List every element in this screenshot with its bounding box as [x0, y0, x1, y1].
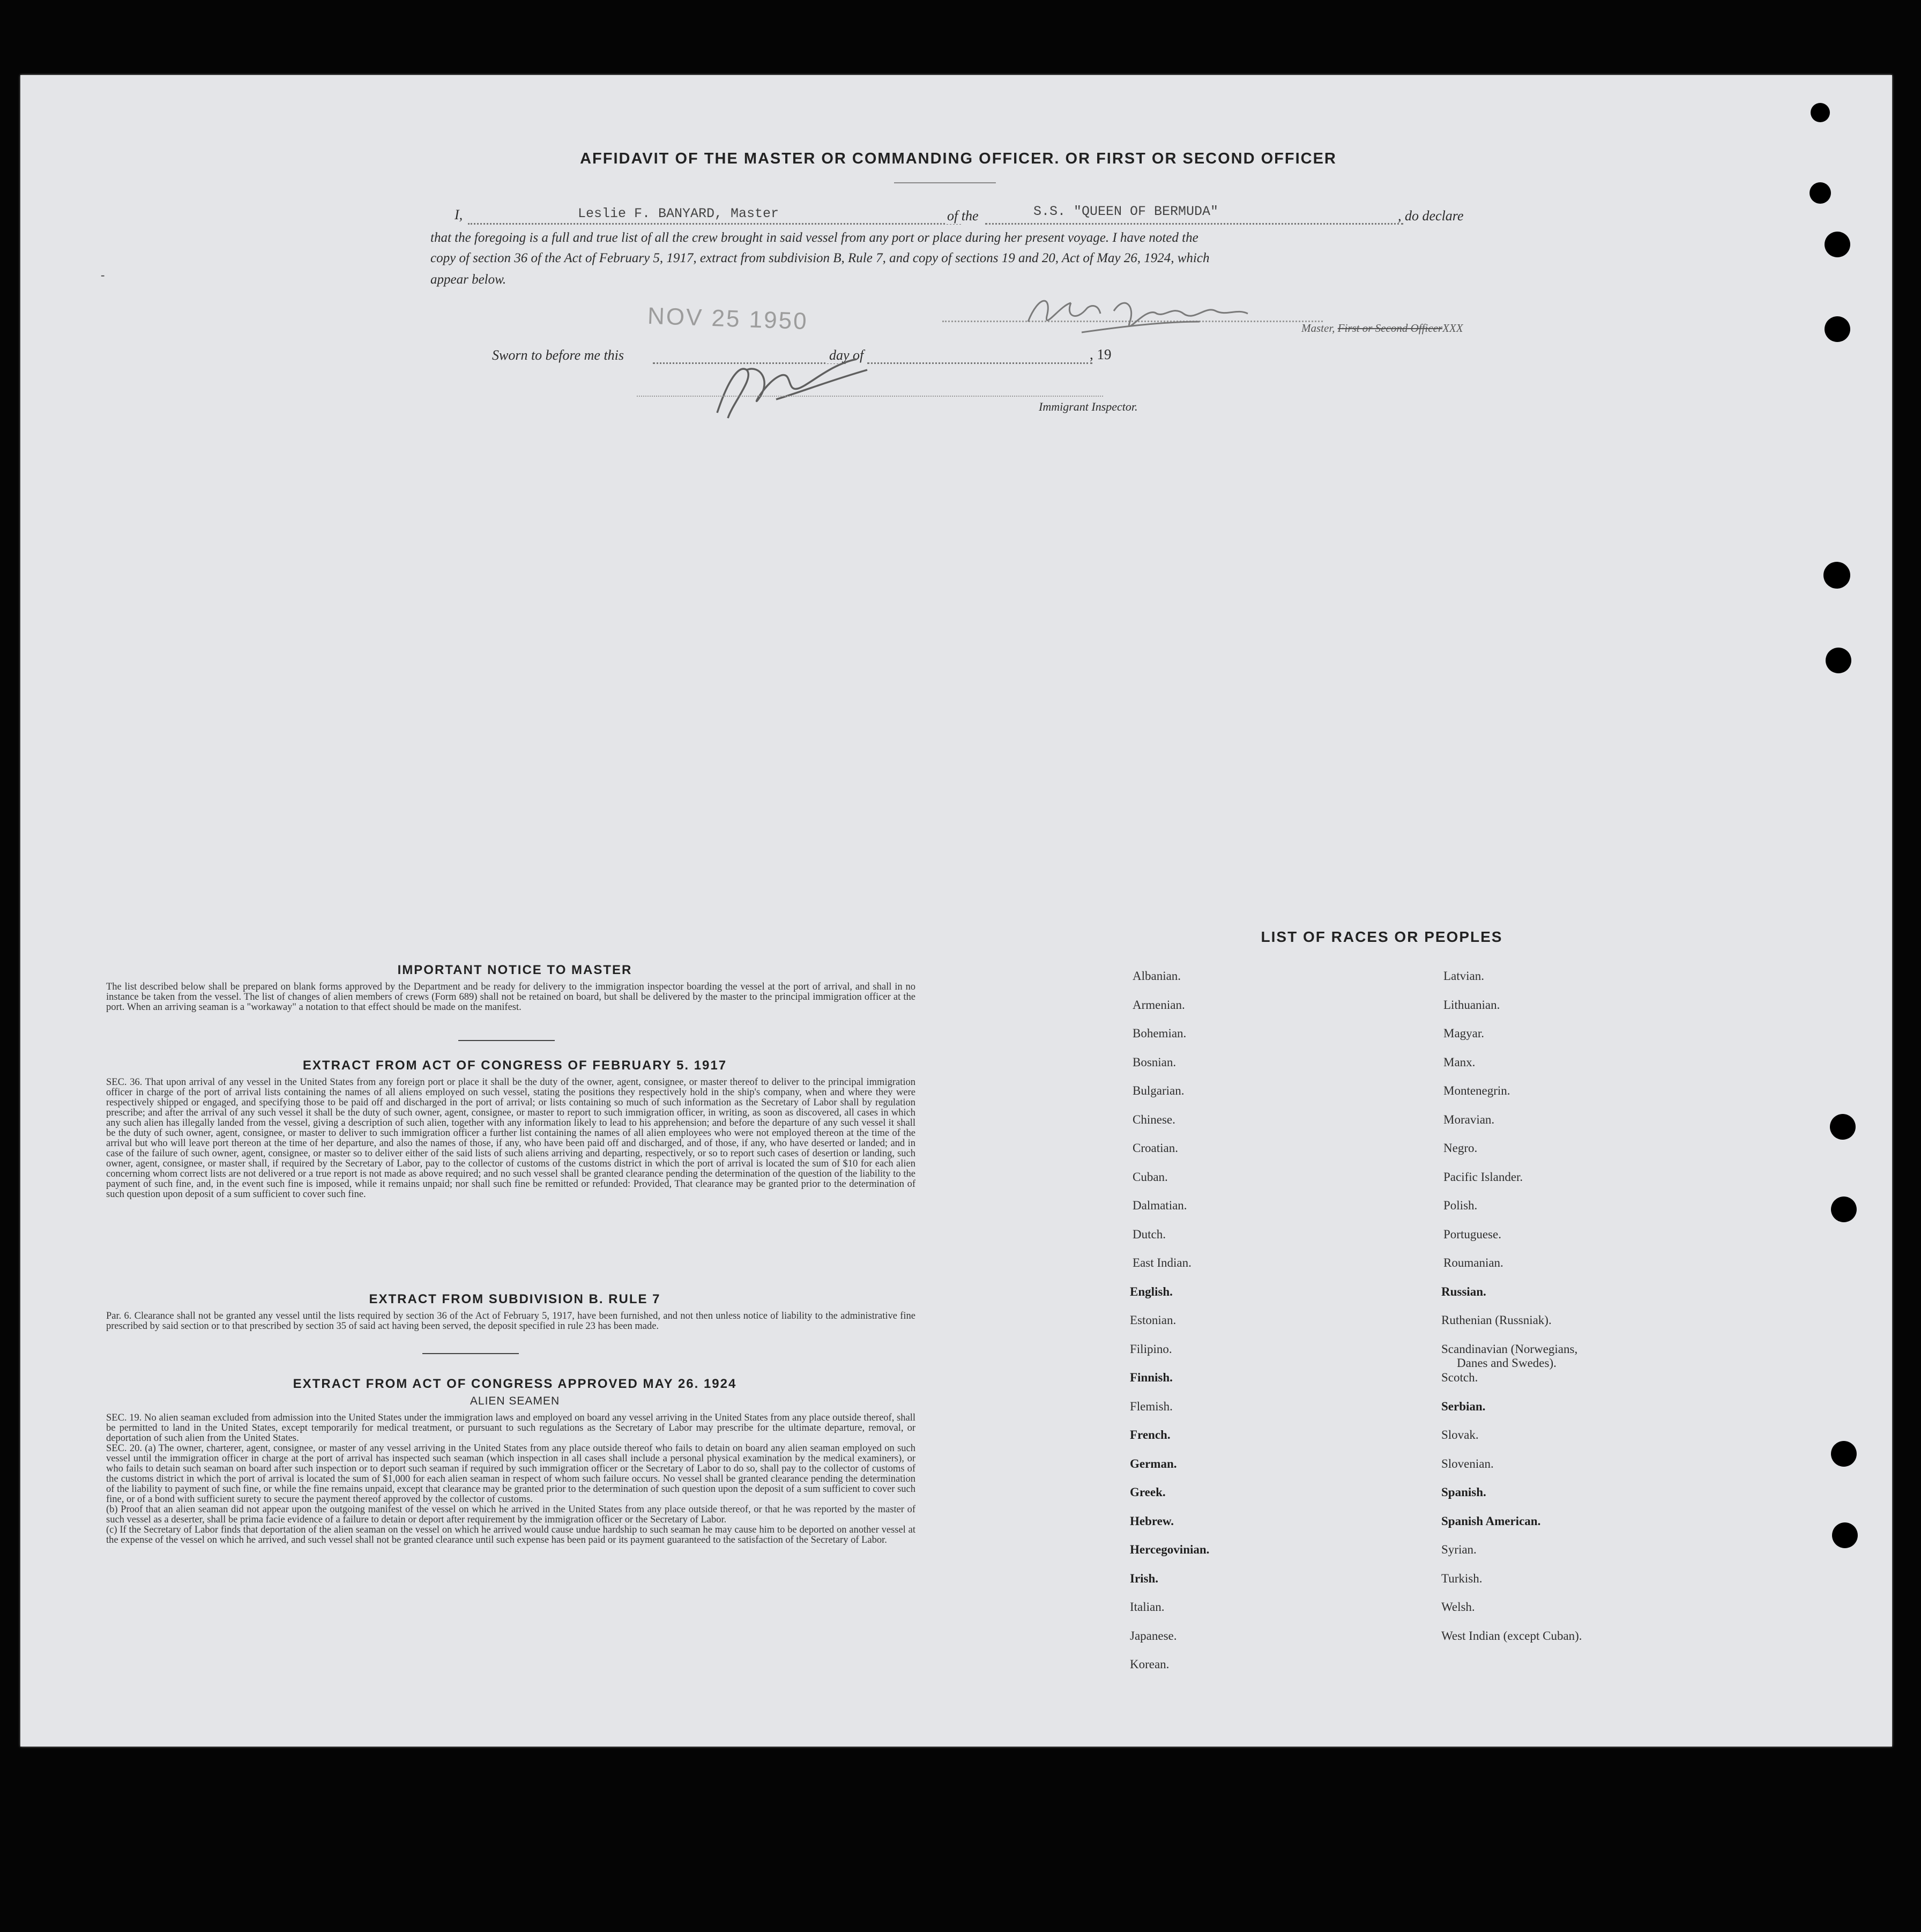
race-item: Bosnian. — [1133, 1055, 1177, 1069]
race-item: Polish. — [1443, 1199, 1478, 1212]
race-item: Russian. — [1441, 1284, 1486, 1298]
race-item: Filipino. — [1130, 1342, 1172, 1356]
inspector-signature — [696, 348, 894, 429]
title-underline — [894, 182, 996, 183]
binder-hole — [1825, 232, 1850, 257]
race-item: Danes and Swedes). — [1457, 1356, 1557, 1370]
of-the-label: of the — [945, 208, 981, 224]
race-item: Syrian. — [1441, 1543, 1477, 1556]
race-item: Slovak. — [1441, 1428, 1479, 1441]
year-label: , 19 — [1090, 346, 1112, 362]
extract-1917-title: EXTRACT FROM ACT OF CONGRESS OF FEBRUARY 5. 1917 — [302, 1058, 727, 1073]
race-item: Magyar. — [1443, 1027, 1485, 1040]
race-item: Bulgarian. — [1133, 1084, 1185, 1097]
sworn-label: Sworn to before me this — [492, 347, 624, 363]
extract-1924-sec19 — [106, 1413, 915, 1545]
race-item: Flemish. — [1130, 1399, 1173, 1413]
race-item: Japanese. — [1130, 1629, 1177, 1643]
rule7-title: EXTRACT FROM SUBDIVISION B. RULE 7 — [369, 1292, 661, 1306]
race-item: Portuguese. — [1443, 1227, 1501, 1241]
race-item: Serbian. — [1441, 1399, 1486, 1413]
extract-1917-text: SEC. 36. That upon arrival of any vessel in the United States from any foreign port or place it shall be the duty of the owner, agent, consignee, or master thereof to deliver to the principal immigration officer in charge of the port of arrival lists containing the names of all aliens employed on such vessel, stating the positions they respectively hold in the ship's company, when and where they were respectively shipped or engaged, and specifying those to be paid off and discharged in the port of arrival; or lists containing so much of such information as the Secretary of Labor shall by regulation prescribe; and after the arrival of any such vessel it shall be the duty of such owner, agent, consignee, or master to report to such immigration officer, in writing, as soon as discovered, all cases in which any such alien has illegally landed from the vessel, giving a description of such alien, together with any information likely to lead to his apprehension; and before the departure of any such vessel it shall be the duty of such owner, agent, consignee, or master to deliver to such immigration officer a further list containing the names of all alien employees who were not employed thereon at the time of the arrival but who will leave port thereon at the time of her departure, and also the names of those, if any, who have been paid off and discharged, and of those, if any, who have deserted or landed; and in case of the failure of such owner, agent, consignee, or master so to deliver either of the said lists of such aliens arriving and departing, respectively, or so to report such cases of desertion or landing, such owner, agent, consignee, or master shall, if required by the Secretary of Labor, pay to the collector of customs of the customs district in which the port of arrival is located the sum of $10 for each alien concerning whom correct lists are not delivered or a true report is not made as above required; and no such vessel shall be granted clearance pending the determination of the question of the liability to the payment of such fine, and, in the event such fine is imposed, while it remains unpaid; nor shall such fine be remitted or refunded: Provided, That clearance may be granted prior to the determination of such question upon deposit of a sum sufficient to cover such fine. — [106, 1077, 915, 1200]
race-item: Italian. — [1130, 1600, 1165, 1614]
binder-hole — [1811, 103, 1830, 122]
race-item: Bohemian. — [1133, 1027, 1187, 1040]
affidavit-title: AFFIDAVIT OF THE MASTER OR COMMANDING OFFICER. OR FIRST OR SECOND OFFICER — [580, 150, 1337, 167]
binder-hole — [1831, 1197, 1857, 1222]
race-item: Spanish. — [1441, 1485, 1486, 1499]
margin-mark: - — [101, 268, 105, 281]
affidavit-paragraph-line1: that the foregoing is a full and true list of all the crew brought in said vessel from any port or place during her present voyage. I have noted the — [430, 231, 1198, 245]
race-item: Welsh. — [1441, 1600, 1475, 1614]
inspector-caption: Immigrant Inspector. — [1039, 400, 1138, 413]
binder-hole — [1832, 1522, 1858, 1548]
race-item: Montenegrin. — [1443, 1084, 1510, 1097]
race-item: Estonian. — [1130, 1313, 1177, 1327]
binder-hole — [1823, 562, 1850, 589]
do-declare-label: , do declare — [1398, 208, 1464, 224]
race-item: Armenian. — [1133, 998, 1185, 1012]
date-stamp: NOV 25 1950 — [647, 302, 809, 335]
race-item: Korean. — [1130, 1658, 1170, 1671]
day-of-label: day of — [827, 347, 866, 363]
race-item: Hebrew. — [1130, 1514, 1174, 1528]
sworn-month-line — [867, 348, 1092, 364]
affidavit-paragraph-line3: appear below. — [430, 272, 507, 287]
affidavit-i-label: I, — [455, 207, 463, 222]
race-item: German. — [1130, 1457, 1177, 1470]
race-item: Hercegovinian. — [1130, 1543, 1210, 1556]
races-title: LIST OF RACES OR PEOPLES — [1261, 928, 1503, 945]
race-item: Scotch. — [1441, 1371, 1478, 1384]
race-item: Croatian. — [1133, 1141, 1178, 1155]
race-item: Negro. — [1443, 1141, 1478, 1155]
master-name-value: Leslie F. BANYARD, Master — [578, 206, 779, 221]
inspector-signature-line — [637, 396, 1103, 397]
race-item: English. — [1130, 1284, 1173, 1298]
race-item: West Indian (except Cuban). — [1441, 1629, 1582, 1643]
document-sheet — [20, 75, 1892, 1747]
master-caption-struck: First or Second Officer — [1337, 322, 1443, 335]
affidavit-paragraph-line2: copy of section 36 of the Act of February 5, 1917, extract from subdivision B, Rule 7, and copy of sections 19 and 20, Act of May 26, 1924, which — [430, 251, 1210, 265]
master-signature — [1023, 284, 1269, 343]
binder-hole — [1825, 316, 1850, 342]
race-item: Albanian. — [1133, 969, 1181, 983]
race-item: Scandinavian (Norwegians, — [1441, 1342, 1578, 1356]
binder-hole — [1830, 1114, 1856, 1140]
master-caption-x: XXX — [1442, 322, 1463, 335]
vessel-name-value: S.S. "QUEEN OF BERMUDA" — [1033, 204, 1219, 219]
race-item: Irish. — [1130, 1571, 1159, 1585]
race-item: Spanish American. — [1441, 1514, 1541, 1528]
race-item: French. — [1130, 1428, 1171, 1441]
race-item: Moravian. — [1443, 1112, 1495, 1126]
race-item: Manx. — [1443, 1055, 1476, 1069]
sec20a-paragraph: SEC. 20. (a) The owner, charterer, agent, consignee, or master of any vessel arriving in the United States from any place outside thereof who fails to detain on board any alien seaman employed on such vessel until the immigration officer in charge at the port of arrival has inspected such seaman (which inspection in all cases shall include a personal physical examination by the medical examiners), or who fails to detain such seaman on board after such inspection or to deport such seaman if required by such immigration officer or the Secretary of Labor to do so, shall pay to the collector of customs of the customs district in which the port of arrival is located the sum of $1,000 for each alien seaman in respect of whom such failure occurs. No vessel shall be granted clearance pending the determination of the liability to payment of such fine, or while the fine remains unpaid, except that clearance may be granted prior to the determination of such question upon the deposit of a sum sufficient to cover such fine, or of a bond with sufficient surety to secure the payment thereof approved by the collector of customs. — [106, 1443, 915, 1505]
race-item: Turkish. — [1441, 1571, 1483, 1585]
binder-hole — [1831, 1441, 1857, 1467]
notice-text: The list described below shall be prepared on blank forms approved by the Department and be ready for delivery to the immigration inspector boarding the vessel at the port of arrival, and shall in no instance be taken from the vessel. The list of changes of alien members of crews (Form 689) shall not be retained on board, but shall be delivered by the master to the principal immigration officer at the port. When an arriving seaman is a "workaway" a notation to that effect should be made on the manifest. — [106, 982, 915, 1013]
notice-rule — [458, 1040, 555, 1041]
sec20b-paragraph: (b) Proof that an alien seaman did not appear upon the outgoing manifest of the vessel on which he arrived in the United States from any place outside thereof, or that he was reported by the master of such vessel as a deserter, shall be prima facie evidence of a failure to detain or deport after requirement by the immigration officer or the Secretary of Labor. — [106, 1504, 915, 1525]
rule7-rule — [422, 1353, 519, 1354]
master-caption-master: Master, — [1301, 322, 1338, 335]
race-item: Lithuanian. — [1443, 998, 1500, 1012]
race-item: Latvian. — [1443, 969, 1484, 983]
race-item: Dutch. — [1133, 1227, 1166, 1241]
race-item: East Indian. — [1133, 1256, 1192, 1269]
race-item: Finnish. — [1130, 1371, 1173, 1384]
notice-title: IMPORTANT NOTICE TO MASTER — [397, 963, 632, 977]
race-item: Greek. — [1130, 1485, 1166, 1499]
master-caption — [1301, 322, 1463, 335]
binder-hole — [1826, 648, 1851, 673]
race-item: Slovenian. — [1441, 1457, 1494, 1470]
binder-hole — [1810, 182, 1831, 204]
race-item: Dalmatian. — [1133, 1199, 1187, 1212]
race-item: Cuban. — [1133, 1170, 1168, 1184]
sec20c-paragraph: (c) If the Secretary of Labor finds that deportation of the alien seaman on the vessel on which he arrived would cause undue hardship to such seaman he may cause him to be deported on another vessel at the expense of the vessel on which he arrived, and such vessel shall not be granted clearance until such expense has been paid or its payment guaranteed to the satisfaction of the Secretary of Labor. — [106, 1525, 915, 1545]
rule7-text: Par. 6. Clearance shall not be granted any vessel until the lists required by section 36 of the Act of February 5, 1917, have been furnished, and not then unless notice of liability to the administrative fine prescribed by said section or to that prescribed by section 35 of said act having been served, the deposit specified in rule 23 has been made. — [106, 1311, 915, 1332]
race-item: Ruthenian (Russniak). — [1441, 1313, 1552, 1327]
sec19-paragraph: SEC. 19. No alien seaman excluded from admission into the United States under the immigration laws and employed on board any vessel arriving in the United States from any place outside thereof, shall be permitted to land in the United States, except temporarily for medical treatment, or pursuant to such regulations as the Secretary of Labor may prescribe for the ultimate departure, removal, or deportation of such alien from the United States. — [106, 1413, 915, 1444]
race-item: Pacific Islander. — [1443, 1170, 1523, 1184]
race-item: Roumanian. — [1443, 1256, 1503, 1269]
extract-1924-subtitle: ALIEN SEAMEN — [470, 1395, 560, 1407]
extract-1924-title: EXTRACT FROM ACT OF CONGRESS APPROVED MAY 26. 1924 — [293, 1377, 737, 1391]
race-item: Chinese. — [1133, 1112, 1175, 1126]
